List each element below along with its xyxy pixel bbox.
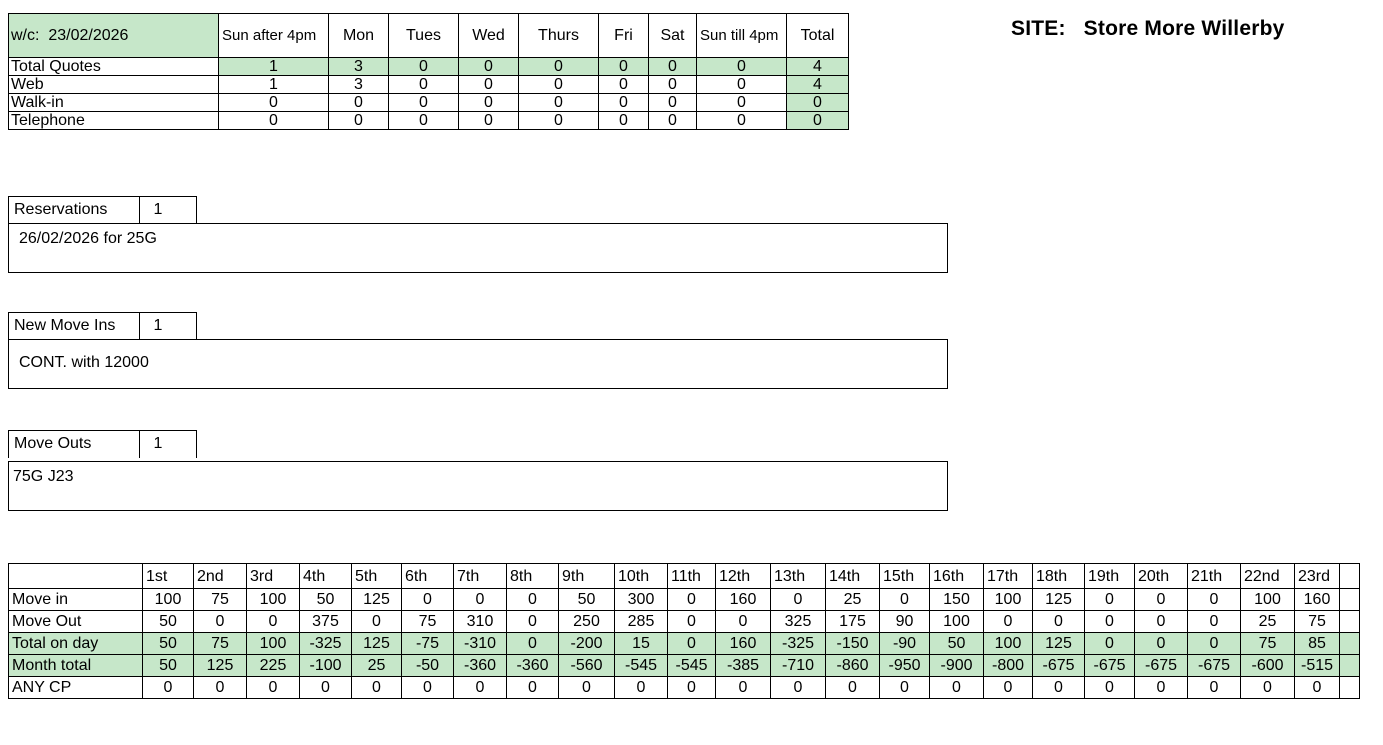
cell: 160 [716, 589, 771, 611]
day-header: 5th [352, 564, 402, 589]
cell: -100 [300, 655, 352, 677]
cell: 125 [1033, 589, 1085, 611]
table-row [9, 58, 849, 76]
cell: -360 [507, 655, 559, 677]
cell: 375 [300, 611, 352, 633]
cell: 0 [649, 76, 697, 94]
total-cell: 4 [787, 76, 849, 94]
cell: -600 [1241, 655, 1295, 677]
cell: -860 [826, 655, 880, 677]
cell: 0 [599, 112, 649, 130]
cell: 0 [329, 94, 389, 112]
cell: 0 [984, 677, 1033, 699]
move-ins-note: CONT. with 12000 [8, 339, 948, 389]
cell: 0 [1033, 677, 1085, 699]
cell: 0 [615, 677, 668, 699]
cell: 0 [771, 589, 826, 611]
row-label: Total on day [9, 633, 143, 655]
table-row [9, 677, 1360, 699]
table-row [9, 112, 849, 130]
cell: -200 [559, 633, 615, 655]
col-header: Thurs [519, 14, 599, 58]
row-label: Total Quotes [9, 58, 219, 76]
cell: 0 [697, 76, 787, 94]
cell: 3 [329, 76, 389, 94]
cell: 0 [697, 58, 787, 76]
cell: 0 [519, 76, 599, 94]
cell: 0 [352, 611, 402, 633]
move-ins-label: New Move Ins [9, 313, 140, 340]
day-header: 7th [454, 564, 507, 589]
day-header: 8th [507, 564, 559, 589]
move-ins-count: 1 [153, 317, 163, 334]
cell: -675 [1188, 655, 1241, 677]
move-ins-header [8, 312, 197, 340]
cell: 0 [389, 58, 459, 76]
cell: 0 [1135, 633, 1188, 655]
cell: 0 [1135, 677, 1188, 699]
cell: -310 [454, 633, 507, 655]
cell: 325 [771, 611, 826, 633]
cell: 0 [1085, 611, 1135, 633]
cell: 0 [1188, 633, 1241, 655]
day-header: 6th [402, 564, 454, 589]
col-header: Mon [329, 14, 389, 58]
cell: 75 [402, 611, 454, 633]
cell: 0 [194, 677, 247, 699]
cell: 90 [880, 611, 930, 633]
col-header: Sun till 4pm [697, 14, 787, 58]
cell: 0 [402, 677, 454, 699]
weekly-quotes-table [8, 13, 849, 130]
cell: 75 [1241, 633, 1295, 655]
day-header: 16th [930, 564, 984, 589]
overflow-cell [1340, 677, 1360, 699]
day-header: 12th [716, 564, 771, 589]
site-label: SITE: [1011, 17, 1066, 40]
cell: 0 [599, 76, 649, 94]
row-label: Web [9, 76, 219, 94]
cell: 0 [1135, 611, 1188, 633]
row-label: Month total [9, 655, 143, 677]
day-header: 13th [771, 564, 826, 589]
cell: 0 [459, 94, 519, 112]
cell: 0 [143, 677, 194, 699]
cell: 100 [143, 589, 194, 611]
cell: 50 [300, 589, 352, 611]
table-row [9, 94, 849, 112]
cell: -150 [826, 633, 880, 655]
cell: 100 [984, 633, 1033, 655]
cell: 0 [697, 94, 787, 112]
cell: 160 [716, 633, 771, 655]
table-header-row [9, 564, 1360, 589]
day-header: 21th [1188, 564, 1241, 589]
cell: 50 [930, 633, 984, 655]
cell: 0 [194, 611, 247, 633]
cell: 0 [599, 58, 649, 76]
cell: -545 [615, 655, 668, 677]
day-header: 10th [615, 564, 668, 589]
day-header: 17th [984, 564, 1033, 589]
cell: -325 [771, 633, 826, 655]
cell: 0 [459, 76, 519, 94]
cell: 0 [599, 94, 649, 112]
cell: 150 [930, 589, 984, 611]
cell: 0 [1033, 611, 1085, 633]
cell: -675 [1135, 655, 1188, 677]
cell: 50 [559, 589, 615, 611]
cell: 0 [880, 589, 930, 611]
cell: 0 [930, 677, 984, 699]
week-commencing-cell: w/c: 23/02/2026 [9, 14, 219, 58]
cell: 0 [668, 611, 716, 633]
cell: 0 [352, 677, 402, 699]
cell: 100 [930, 611, 984, 633]
day-header: 19th [1085, 564, 1135, 589]
site-name: Store More Willerby [1083, 17, 1285, 40]
day-header: 22nd [1241, 564, 1295, 589]
cell: 0 [649, 58, 697, 76]
cell: 0 [1295, 677, 1340, 699]
cell: 0 [1135, 589, 1188, 611]
cell: -675 [1085, 655, 1135, 677]
cell: 0 [329, 112, 389, 130]
cell: 285 [615, 611, 668, 633]
cell: 0 [519, 58, 599, 76]
table-row [9, 589, 1360, 611]
cell: 50 [143, 655, 194, 677]
cell: 85 [1295, 633, 1340, 655]
cell: 0 [716, 611, 771, 633]
cell: 125 [352, 633, 402, 655]
col-header: Fri [599, 14, 649, 58]
cell: 125 [352, 589, 402, 611]
cell: 25 [352, 655, 402, 677]
overflow-cell [1340, 589, 1360, 611]
site-title [1011, 17, 1285, 41]
cell: 160 [1295, 589, 1340, 611]
col-header: Sun after 4pm [219, 14, 329, 58]
cell: 0 [984, 611, 1033, 633]
cell: 0 [771, 677, 826, 699]
cell: 0 [454, 589, 507, 611]
col-header: Sat [649, 14, 697, 58]
cell: 0 [519, 112, 599, 130]
cell: 15 [615, 633, 668, 655]
day-header: 3rd [247, 564, 300, 589]
cell: 75 [1295, 611, 1340, 633]
total-cell: 0 [787, 112, 849, 130]
cell: -675 [1033, 655, 1085, 677]
day-header: 4th [300, 564, 352, 589]
cell: 0 [519, 94, 599, 112]
cell: 100 [247, 589, 300, 611]
cell: 75 [194, 633, 247, 655]
cell: 0 [668, 677, 716, 699]
cell: 100 [984, 589, 1033, 611]
cell: 0 [826, 677, 880, 699]
cell: 0 [649, 112, 697, 130]
cell: 310 [454, 611, 507, 633]
cell: -50 [402, 655, 454, 677]
table-row [9, 655, 1360, 677]
cell: 1 [219, 76, 329, 94]
cell: 0 [389, 76, 459, 94]
cell: 0 [716, 677, 771, 699]
cell: 1 [219, 58, 329, 76]
col-header: Wed [459, 14, 519, 58]
overflow-cell [1340, 611, 1360, 633]
move-outs-count: 1 [153, 435, 163, 452]
day-header: 20th [1135, 564, 1188, 589]
cell: 0 [507, 611, 559, 633]
col-header: Tues [389, 14, 459, 58]
cell: 125 [1033, 633, 1085, 655]
row-label: Telephone [9, 112, 219, 130]
reservations-note: 26/02/2026 for 25G [8, 223, 948, 273]
cell: 100 [1241, 589, 1295, 611]
cell: 0 [389, 112, 459, 130]
cell: 125 [194, 655, 247, 677]
cell: 0 [1188, 677, 1241, 699]
cell: 0 [1241, 677, 1295, 699]
cell: 3 [329, 58, 389, 76]
overflow-cell [1340, 564, 1360, 589]
row-label: Move in [9, 589, 143, 611]
table-row [9, 633, 1360, 655]
cell: 250 [559, 611, 615, 633]
overflow-cell [1340, 655, 1360, 677]
overflow-cell [1340, 633, 1360, 655]
reservations-header [8, 196, 197, 224]
total-cell: 4 [787, 58, 849, 76]
day-header: 11th [668, 564, 716, 589]
cell: 0 [247, 677, 300, 699]
cell: 225 [247, 655, 300, 677]
cell: 0 [649, 94, 697, 112]
cell: -90 [880, 633, 930, 655]
cell: -75 [402, 633, 454, 655]
cell: -800 [984, 655, 1033, 677]
cell: 0 [402, 589, 454, 611]
cell: 0 [559, 677, 615, 699]
cell: 0 [697, 112, 787, 130]
day-header: 18th [1033, 564, 1085, 589]
row-label: Move Out [9, 611, 143, 633]
cell: 0 [1085, 633, 1135, 655]
cell: 0 [219, 94, 329, 112]
col-header: Total [787, 14, 849, 58]
row-label: ANY CP [9, 677, 143, 699]
corner-cell [9, 564, 143, 589]
day-header: 23rd [1295, 564, 1340, 589]
cell: 75 [194, 589, 247, 611]
day-header: 14th [826, 564, 880, 589]
cell: -710 [771, 655, 826, 677]
move-outs-header [8, 430, 197, 458]
cell: 0 [880, 677, 930, 699]
reservations-count: 1 [153, 201, 163, 218]
cell: -545 [668, 655, 716, 677]
cell: 0 [454, 677, 507, 699]
cell: 25 [826, 589, 880, 611]
cell: 25 [1241, 611, 1295, 633]
day-header: 9th [559, 564, 615, 589]
cell: -515 [1295, 655, 1340, 677]
cell: 0 [507, 589, 559, 611]
cell: -360 [454, 655, 507, 677]
cell: 0 [1085, 677, 1135, 699]
cell: 0 [247, 611, 300, 633]
cell: 0 [507, 633, 559, 655]
day-header: 2nd [194, 564, 247, 589]
day-header: 15th [880, 564, 930, 589]
cell: 0 [668, 589, 716, 611]
cell: 0 [459, 112, 519, 130]
cell: 0 [389, 94, 459, 112]
row-label: Walk-in [9, 94, 219, 112]
cell: 0 [1188, 611, 1241, 633]
cell: 175 [826, 611, 880, 633]
reservations-label: Reservations [9, 197, 140, 224]
move-outs-note: 75G J23 [8, 461, 948, 511]
table-row [9, 76, 849, 94]
cell: 100 [247, 633, 300, 655]
cell: -385 [716, 655, 771, 677]
cell: 0 [219, 112, 329, 130]
move-outs-label: Move Outs [9, 431, 140, 458]
cell: 50 [143, 633, 194, 655]
cell: 50 [143, 611, 194, 633]
monthly-movements-table [8, 563, 1360, 699]
total-cell: 0 [787, 94, 849, 112]
cell: 0 [1188, 589, 1241, 611]
cell: 300 [615, 589, 668, 611]
cell: 0 [507, 677, 559, 699]
day-header: 1st [143, 564, 194, 589]
table-row [9, 611, 1360, 633]
cell: -900 [930, 655, 984, 677]
cell: -560 [559, 655, 615, 677]
cell: 0 [300, 677, 352, 699]
cell: 0 [459, 58, 519, 76]
cell: -325 [300, 633, 352, 655]
cell: 0 [1085, 589, 1135, 611]
cell: 0 [668, 633, 716, 655]
cell: -950 [880, 655, 930, 677]
